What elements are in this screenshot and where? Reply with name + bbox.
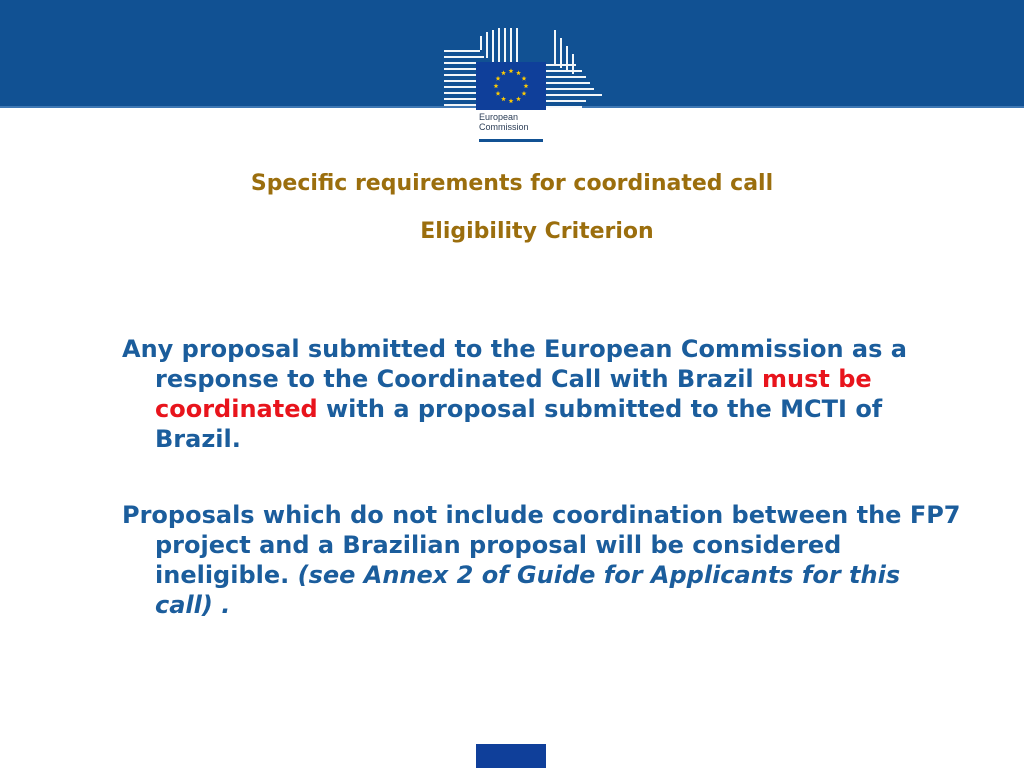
eu-star-icon xyxy=(501,70,506,75)
eu-stars-icon xyxy=(476,62,546,110)
eu-star-icon xyxy=(516,70,521,75)
european-commission-logo xyxy=(476,62,546,142)
logo-underline xyxy=(479,139,543,142)
logo-text-line2: Commission xyxy=(479,122,529,132)
paragraph-1-text: Any proposal submitted to the European Commission as a response to the Coordinated Call with Brazil xyxy=(122,335,907,393)
eu-star-icon xyxy=(496,91,501,96)
eu-star-icon xyxy=(522,91,527,96)
paragraph-1 xyxy=(122,334,962,454)
eu-star-icon xyxy=(501,96,506,101)
slide-body xyxy=(122,334,962,620)
logo-text xyxy=(479,112,545,132)
eu-star-icon xyxy=(509,98,514,103)
eu-star-icon xyxy=(522,76,527,81)
paragraph-2-note: (see Annex 2 of Guide for Applicants for this call) . xyxy=(155,561,901,619)
paragraph-1-text-end: with a proposal submitted to the MCTI of Brazil. xyxy=(155,395,883,453)
paragraph-1-highlight: must be coordinated xyxy=(155,365,872,423)
eu-star-icon xyxy=(516,96,521,101)
logo-text-line1: European xyxy=(479,112,519,122)
footer-flag xyxy=(476,744,546,768)
eu-flag-icon xyxy=(476,62,546,110)
eu-star-icon xyxy=(496,76,501,81)
eu-star-icon xyxy=(509,68,514,73)
slide-title: Specific requirements for coordinated call xyxy=(250,171,774,196)
paragraph-2 xyxy=(122,500,962,620)
eu-star-icon xyxy=(524,83,529,88)
slide-subtitle: Eligibility Criterion xyxy=(420,219,654,244)
eu-star-icon xyxy=(494,83,499,88)
paragraph-2-text: Proposals which do not include coordination between the FP7 project and a Brazilian proposal will be considered ineligible. xyxy=(122,501,961,589)
